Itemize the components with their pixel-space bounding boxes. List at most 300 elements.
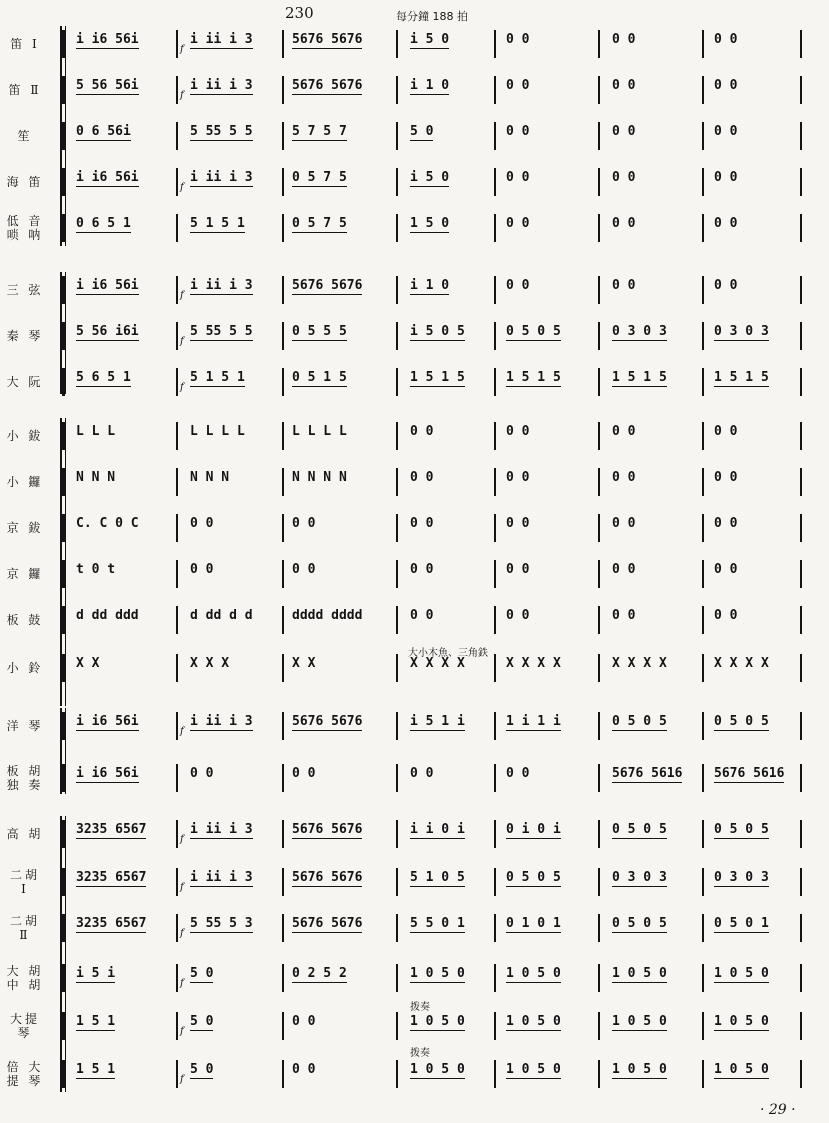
barline	[800, 964, 802, 992]
barline	[494, 30, 496, 58]
measure: 1 0 5 0	[714, 966, 769, 981]
barline	[282, 712, 284, 740]
measure: i i6 56i	[76, 170, 139, 185]
measure: 1 5 1 5	[612, 370, 667, 385]
barline	[176, 654, 178, 682]
barline	[702, 30, 704, 58]
barline	[702, 606, 704, 634]
staff-row	[0, 960, 829, 996]
barline	[702, 654, 704, 682]
barline	[598, 1012, 600, 1040]
group-brace	[60, 708, 66, 794]
measure: C. C 0 C	[76, 516, 139, 531]
barline	[494, 514, 496, 542]
barline	[282, 820, 284, 848]
measure: 0 0	[190, 562, 214, 577]
instrument-label: 二胡 Ⅰ	[9, 868, 40, 896]
measure: 0 0	[190, 766, 214, 781]
staff-row	[0, 164, 829, 200]
barline	[396, 276, 398, 304]
instrument-label: 倍 大 提 琴	[6, 1060, 44, 1088]
staff-row	[0, 708, 829, 744]
dynamic-forte: f	[180, 928, 184, 939]
barline	[598, 322, 600, 350]
barline	[598, 868, 600, 896]
measure: 1 0 5 0	[612, 1062, 667, 1077]
measure: 0 0	[612, 32, 636, 47]
barline	[494, 606, 496, 634]
barline	[702, 468, 704, 496]
measure: 0 1 0 1	[506, 916, 561, 931]
measure: 0 0	[506, 124, 530, 139]
measure: i ii i 3	[190, 714, 253, 729]
barline	[800, 560, 802, 588]
barline	[176, 1012, 178, 1040]
instrument-label: 低 音 唢 呐	[6, 214, 44, 242]
barline	[176, 168, 178, 196]
measure: 5 1 0 5	[410, 870, 465, 885]
measure: 0 0	[506, 216, 530, 231]
barline	[598, 1060, 600, 1088]
dynamic-forte: f	[180, 978, 184, 989]
measure: 0 5 0 5	[714, 714, 769, 729]
measure: 0 0	[506, 516, 530, 531]
barline	[176, 820, 178, 848]
barline	[396, 560, 398, 588]
measure: 5676 5616	[612, 766, 683, 781]
measure: 1 5 1 5	[714, 370, 769, 385]
group-brace	[60, 272, 66, 394]
dynamic-forte: f	[180, 90, 184, 101]
instrument-label: 小 鈴	[6, 661, 44, 675]
measure: 0 0	[410, 608, 434, 623]
barline	[702, 76, 704, 104]
measure: 5 55 5 3	[190, 916, 253, 931]
barline	[176, 322, 178, 350]
measure: 0 5 0 5	[612, 916, 667, 931]
barline	[800, 214, 802, 242]
instrument-label: 海 笛	[6, 175, 44, 189]
staff-row	[0, 816, 829, 852]
barline	[494, 1012, 496, 1040]
barline	[702, 820, 704, 848]
barline	[494, 820, 496, 848]
measure: 0 0	[190, 516, 214, 531]
instrument-label: 笙	[17, 129, 33, 143]
barline	[282, 764, 284, 792]
instrument-label: 京 鑼	[6, 567, 44, 581]
instrument-label: 板 胡 独 奏	[6, 764, 44, 792]
measure: 0 0	[714, 78, 738, 93]
barline	[800, 76, 802, 104]
barline	[282, 1060, 284, 1088]
barline	[176, 76, 178, 104]
barline	[702, 1060, 704, 1088]
barline	[282, 276, 284, 304]
barline	[800, 654, 802, 682]
barline	[176, 368, 178, 396]
measure: N N N	[76, 470, 116, 485]
measure: 0 0	[714, 124, 738, 139]
measure: i i 0 i	[410, 822, 465, 837]
barline	[702, 914, 704, 942]
measure: 1 0 5 0	[410, 1062, 465, 1077]
measure: d dd ddd	[76, 608, 139, 623]
barline	[282, 606, 284, 634]
measure: 0 0	[612, 216, 636, 231]
measure: i i6 56i	[76, 766, 139, 781]
measure: 0 0	[292, 766, 316, 781]
barline	[282, 868, 284, 896]
dynamic-forte: f	[180, 290, 184, 301]
measure: 0 0	[292, 1014, 316, 1029]
barline	[598, 468, 600, 496]
barline	[800, 514, 802, 542]
barline	[282, 30, 284, 58]
measure: 0 0	[292, 1062, 316, 1077]
staff-row	[0, 864, 829, 900]
staff-row	[0, 910, 829, 946]
barline	[494, 422, 496, 450]
group-brace	[60, 418, 66, 706]
barline	[598, 122, 600, 150]
barline	[396, 468, 398, 496]
barline	[598, 276, 600, 304]
measure: 5 0	[410, 124, 434, 139]
barline	[396, 654, 398, 682]
measure: 0 0	[506, 32, 530, 47]
measure: 5676 5676	[292, 714, 363, 729]
measure: i 5 0 5	[410, 324, 465, 339]
barline	[598, 422, 600, 450]
measure: 0 0	[714, 216, 738, 231]
measure: 1 0 5 0	[714, 1014, 769, 1029]
barline	[176, 606, 178, 634]
barline	[176, 30, 178, 58]
staff-row	[0, 510, 829, 546]
measure: N N N	[190, 470, 230, 485]
measure: 0 0	[612, 78, 636, 93]
instrument-label: 小 鑼	[6, 475, 44, 489]
barline	[396, 820, 398, 848]
measure: 0 6 56i	[76, 124, 131, 139]
measure: i ii i 3	[190, 32, 253, 47]
barline	[702, 122, 704, 150]
barline	[702, 168, 704, 196]
barline	[494, 368, 496, 396]
instrument-label: 大 阮	[6, 375, 44, 389]
measure: 0 0	[506, 170, 530, 185]
measure: 0 6 5 1	[76, 216, 131, 231]
barline	[800, 712, 802, 740]
measure: 3235 6567	[76, 916, 147, 931]
staff-row	[0, 1056, 829, 1092]
staff-row	[0, 26, 829, 62]
measure: i 1 0	[410, 78, 450, 93]
measure: 1 i 1 i	[506, 714, 561, 729]
barline	[282, 422, 284, 450]
barline	[702, 276, 704, 304]
measure: 5676 5676	[292, 870, 363, 885]
barline	[396, 914, 398, 942]
measure: 1 5 1 5	[506, 370, 561, 385]
staff-row	[0, 210, 829, 246]
measure: 3235 6567	[76, 822, 147, 837]
barline	[396, 712, 398, 740]
instrument-label: 板 鼓	[6, 613, 44, 627]
measure: 5 5 0 1	[410, 916, 465, 931]
measure: 0 5 0 5	[714, 822, 769, 837]
measure: 0 5 0 5	[612, 714, 667, 729]
measure: 0 0	[506, 562, 530, 577]
measure: 0 0	[410, 516, 434, 531]
percussion-instruction: 大小木魚、三角鉄	[408, 648, 488, 659]
measure: 0 3 0 3	[714, 324, 769, 339]
measure: X X X X	[714, 656, 769, 671]
barline	[494, 764, 496, 792]
barline	[396, 30, 398, 58]
instrument-label: 二胡 Ⅱ	[9, 914, 40, 942]
dynamic-forte: f	[180, 182, 184, 193]
staff-row	[0, 760, 829, 796]
barline	[494, 964, 496, 992]
measure: dddd dddd	[292, 608, 363, 623]
measure: 1 0 5 0	[612, 966, 667, 981]
measure: 0 0	[410, 766, 434, 781]
barline	[282, 654, 284, 682]
barline	[282, 1012, 284, 1040]
barline	[800, 764, 802, 792]
instrument-label: 洋 琴	[6, 719, 44, 733]
barline	[176, 514, 178, 542]
dynamic-forte: f	[180, 882, 184, 893]
measure: 0 0	[506, 766, 530, 781]
measure: 1 0 5 0	[410, 966, 465, 981]
measure: X X	[292, 656, 316, 671]
barline	[702, 214, 704, 242]
measure: i ii i 3	[190, 170, 253, 185]
staff-row	[0, 318, 829, 354]
instrument-label: 笛 Ⅰ	[10, 37, 40, 51]
measure: 1 0 5 0	[506, 1014, 561, 1029]
measure: 0 0	[714, 32, 738, 47]
staff-row	[0, 272, 829, 308]
measure: 0 0	[714, 278, 738, 293]
measure: 1 0 5 0	[410, 1014, 465, 1029]
measure: 0 5 0 5	[612, 822, 667, 837]
barline	[282, 560, 284, 588]
pizzicato-note-1: 拨奏	[410, 1002, 430, 1013]
measure: X X	[76, 656, 100, 671]
measure: 5676 5676	[292, 32, 363, 47]
barline	[702, 712, 704, 740]
staff-row	[0, 556, 829, 592]
measure: 0 i 0 i	[506, 822, 561, 837]
measure: 0 3 0 3	[612, 870, 667, 885]
measure: 1 5 0	[410, 216, 450, 231]
measure: 1 0 5 0	[714, 1062, 769, 1077]
barline	[598, 214, 600, 242]
measure: 5 56 i6i	[76, 324, 139, 339]
dynamic-forte: f	[180, 834, 184, 845]
barline	[800, 868, 802, 896]
group-brace	[60, 26, 66, 246]
measure: i ii i 3	[190, 870, 253, 885]
barline	[800, 820, 802, 848]
barline	[176, 422, 178, 450]
measure: 5676 5676	[292, 78, 363, 93]
barline	[702, 1012, 704, 1040]
barline	[702, 964, 704, 992]
measure: i i6 56i	[76, 278, 139, 293]
measure: 0 3 0 3	[714, 870, 769, 885]
measure: 0 0	[612, 124, 636, 139]
measure: 5 0	[190, 1062, 214, 1077]
measure: i 5 0	[410, 32, 450, 47]
measure: 0 0	[410, 424, 434, 439]
measure: 5 55 5 5	[190, 124, 253, 139]
measure: i 5 0	[410, 170, 450, 185]
barline	[396, 1060, 398, 1088]
barline	[176, 1060, 178, 1088]
barline	[702, 514, 704, 542]
barline	[598, 820, 600, 848]
measure: L L L	[76, 424, 116, 439]
measure: 0 0	[410, 470, 434, 485]
measure: 1 0 5 0	[506, 1062, 561, 1077]
barline	[702, 764, 704, 792]
measure: 0 0	[612, 608, 636, 623]
barline	[800, 122, 802, 150]
barline	[494, 1060, 496, 1088]
barline	[494, 868, 496, 896]
measure: t 0 t	[76, 562, 116, 577]
barline	[396, 76, 398, 104]
measure: X X X X	[410, 656, 465, 671]
barline	[494, 712, 496, 740]
measure: 0 0	[506, 78, 530, 93]
measure: 5 55 5 5	[190, 324, 253, 339]
measure: 0 0	[714, 424, 738, 439]
measure: 0 0	[506, 470, 530, 485]
measure: 0 0	[410, 562, 434, 577]
page-number: 230	[285, 4, 314, 22]
measure: i i6 56i	[76, 32, 139, 47]
dynamic-forte: f	[180, 382, 184, 393]
measure: 1 5 1	[76, 1062, 116, 1077]
instrument-label: 高 胡	[6, 827, 44, 841]
barline	[396, 368, 398, 396]
barline	[800, 1012, 802, 1040]
measure: d dd d d	[190, 608, 253, 623]
measure: 0 3 0 3	[612, 324, 667, 339]
barline	[598, 914, 600, 942]
barline	[800, 368, 802, 396]
barline	[282, 514, 284, 542]
barline	[176, 914, 178, 942]
barline	[494, 560, 496, 588]
measure: X X X	[190, 656, 230, 671]
barline	[396, 214, 398, 242]
barline	[598, 76, 600, 104]
barline	[800, 276, 802, 304]
measure: 5676 5676	[292, 278, 363, 293]
dynamic-forte: f	[180, 44, 184, 55]
measure: 0 5 1 5	[292, 370, 347, 385]
barline	[176, 468, 178, 496]
barline	[702, 368, 704, 396]
staff-row	[0, 364, 829, 400]
measure: 0 5 7 5	[292, 216, 347, 231]
measure: 1 5 1	[76, 1014, 116, 1029]
barline	[396, 1012, 398, 1040]
measure: 0 0	[612, 470, 636, 485]
barline	[176, 712, 178, 740]
barline	[282, 368, 284, 396]
measure: 0 5 0 5	[506, 870, 561, 885]
barline	[800, 914, 802, 942]
barline	[282, 168, 284, 196]
barline	[598, 514, 600, 542]
measure: i ii i 3	[190, 822, 253, 837]
measure: i ii i 3	[190, 278, 253, 293]
barline	[494, 276, 496, 304]
measure: L L L L	[292, 424, 347, 439]
barline	[176, 964, 178, 992]
barline	[598, 560, 600, 588]
measure: 0 0	[292, 516, 316, 531]
measure: 5 1 5 1	[190, 370, 245, 385]
measure: i 5 1 i	[410, 714, 465, 729]
measure: 3235 6567	[76, 870, 147, 885]
barline	[396, 964, 398, 992]
barline	[800, 422, 802, 450]
barline	[702, 868, 704, 896]
measure: 0 0	[506, 424, 530, 439]
barline	[702, 422, 704, 450]
barline	[282, 322, 284, 350]
barline	[396, 168, 398, 196]
barline	[494, 76, 496, 104]
measure: 1 5 1 5	[410, 370, 465, 385]
measure: 5 1 5 1	[190, 216, 245, 231]
measure: 0 5 5 5	[292, 324, 347, 339]
barline	[494, 322, 496, 350]
measure: 0 0	[714, 608, 738, 623]
measure: 5 7 5 7	[292, 124, 347, 139]
barline	[800, 168, 802, 196]
measure: 0 0	[612, 424, 636, 439]
measure: N N N N	[292, 470, 347, 485]
measure: 0 5 0 1	[714, 916, 769, 931]
measure: 0 0	[506, 278, 530, 293]
pizzicato-note-2: 拨奏	[410, 1048, 430, 1059]
measure: 0 0	[612, 278, 636, 293]
barline	[282, 964, 284, 992]
barline	[396, 122, 398, 150]
barline	[396, 422, 398, 450]
barline	[494, 654, 496, 682]
measure: 5 0	[190, 966, 214, 981]
barline	[282, 468, 284, 496]
staff-row	[0, 418, 829, 454]
barline	[800, 468, 802, 496]
barline	[598, 764, 600, 792]
measure: 5676 5616	[714, 766, 785, 781]
measure: 1 0 5 0	[612, 1014, 667, 1029]
folio-number: · 29 ·	[760, 1102, 796, 1118]
instrument-label: 京 鈸	[6, 521, 44, 535]
